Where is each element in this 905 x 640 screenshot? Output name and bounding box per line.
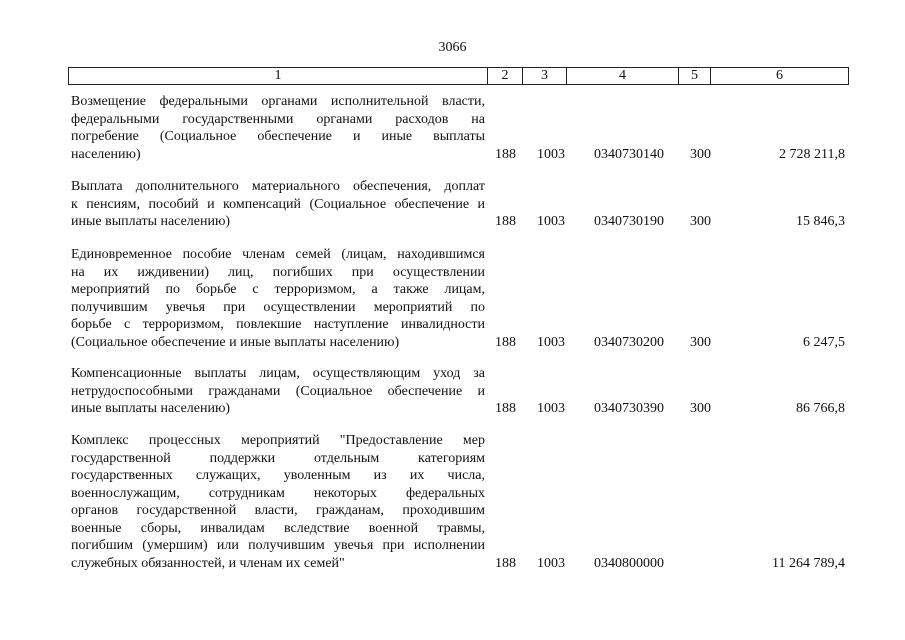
table-row	[71, 246, 849, 351]
description-line: Компенсационные выплаты лицам, осуществляющим уход за	[71, 366, 485, 381]
description-line: мероприятий по борьбе с терроризмом, а также лицам,	[71, 282, 485, 297]
column-header-4: 4	[566, 68, 678, 84]
description-line: к пенсиям, пособий и компенсаций (Социальное обеспечение и	[71, 196, 485, 212]
cell-cs: 0340730190	[594, 214, 664, 229]
cell-gl: 188	[495, 146, 516, 162]
cell-cs: 0340730390	[594, 401, 664, 416]
table-row	[71, 178, 849, 231]
cell-vr: 300	[690, 401, 711, 416]
cell-rz: 1003	[537, 334, 565, 350]
cell-gl: 188	[495, 334, 516, 350]
cell-gl: 188	[495, 555, 516, 571]
cell-vr: 300	[690, 334, 711, 350]
cell-sum: 6 247,5	[803, 334, 845, 350]
description-line: погребение (Социальное обеспечение и иные выплаты	[71, 129, 485, 144]
description-line: Возмещение федеральными органами исполнительной власти,	[71, 94, 485, 109]
cell-rz: 1003	[537, 214, 565, 229]
cell-cs: 0340800000	[594, 555, 664, 571]
cell-rz: 1003	[537, 555, 565, 571]
description-line: военные сборы, инвалидам вследствие военной травмы,	[71, 520, 485, 536]
description-line: иные выплаты населению)	[71, 401, 231, 416]
cell-vr: 300	[690, 214, 711, 229]
description-line: Выплата дополнительного материального обеспечения, доплат	[71, 179, 485, 194]
table-row	[71, 432, 849, 572]
cell-cs: 0340730200	[594, 334, 664, 350]
description-line: получившим увечья при осуществлении мероприятий по	[71, 299, 485, 315]
column-header-2: 2	[487, 68, 522, 84]
cell-gl: 188	[495, 214, 516, 229]
column-header-3: 3	[522, 68, 566, 84]
description-line: иные выплаты населению)	[71, 214, 231, 229]
cell-vr: 300	[690, 146, 711, 162]
cell-gl: 188	[495, 401, 516, 416]
column-header-1: 1	[274, 68, 282, 83]
table-row	[71, 365, 849, 418]
row-description	[71, 93, 485, 163]
cell-sum: 11 264 789,4	[772, 555, 845, 571]
table-row	[71, 93, 849, 163]
row-description	[71, 432, 485, 572]
cell-sum: 2 728 211,8	[779, 146, 845, 162]
description-line: (Социальное обеспечение и иные выплаты населению)	[71, 334, 400, 350]
description-line: федеральными государственными органами расходов на	[71, 111, 485, 127]
page-number: 3066	[438, 40, 467, 55]
description-line: служебных обязанностей, и членам их семей"	[71, 555, 345, 571]
description-line: Единовременное пособие членам семей (лицам, находившимся	[71, 247, 485, 262]
description-line: военнослужащим, сотрудникам некоторых федеральных	[71, 485, 485, 501]
description-line: нетрудоспособными гражданами (Социальное обеспечение и	[71, 383, 485, 399]
description-line: государственных служащих, уволенным из их числа,	[71, 468, 485, 483]
column-header-6: 6	[710, 68, 848, 84]
description-line: органов государственной власти, гражданам, проходившим	[71, 503, 485, 518]
cell-sum: 86 766,8	[796, 401, 845, 416]
row-description	[71, 365, 485, 418]
cell-rz: 1003	[537, 146, 565, 162]
description-line: государственной поддержки отдельным категориям	[71, 450, 485, 466]
cell-cs: 0340730140	[594, 146, 664, 162]
column-header-5: 5	[678, 68, 710, 84]
description-line: борьбе с терроризмом, повлекшие наступление инвалидности	[71, 317, 485, 332]
cell-sum: 15 846,3	[796, 214, 845, 229]
description-line: погибшим (умершим) или получившим увечья при исполнении	[71, 538, 485, 553]
table-header	[68, 67, 849, 85]
description-line: на их иждивении) лиц, погибших при осуществлении	[71, 264, 485, 280]
row-description	[71, 246, 485, 351]
description-line: Комплекс процессных мероприятий "Предоставление мер	[71, 433, 485, 448]
cell-rz: 1003	[537, 401, 565, 416]
row-description	[71, 178, 485, 231]
description-line: населению)	[71, 146, 141, 162]
